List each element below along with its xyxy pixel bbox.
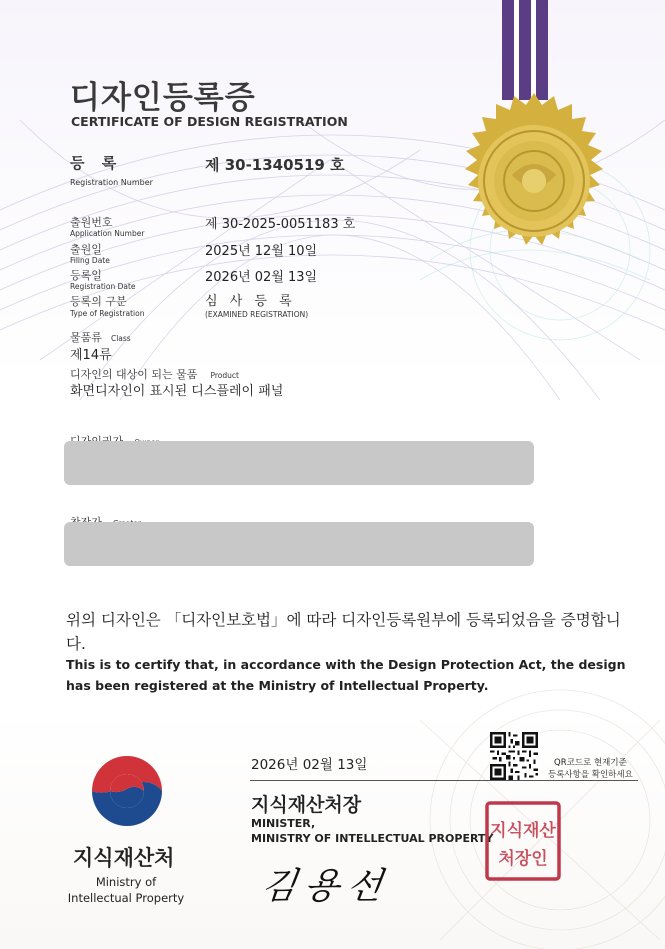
registration-label: 등 록 (70, 154, 123, 172)
field-label: 출원번호 (70, 216, 113, 229)
owner-redaction-box (64, 441, 534, 485)
certification-statement: 위의 디자인은 「디자인보호법」에 따라 디자인등록원부에 등록되었음을 증명합니다. (66, 611, 621, 653)
qr-instruction-line-1: QR코드로 현재기준 (554, 758, 627, 768)
gold-seal-icon (442, 92, 626, 270)
application-number: 제 30-2025-0051183 호 (205, 217, 356, 232)
filing-date: 2025년 12월 10일 (205, 244, 318, 259)
official-stamp-icon (484, 800, 562, 882)
field-label-en: Application Number (70, 229, 145, 238)
issue-date: 2026년 02월 13일 (251, 757, 368, 773)
creator-redaction-box (64, 522, 534, 566)
minister-title-en-1: MINISTER, (251, 817, 316, 830)
product-value: 화면디자인이 표시된 디스플레이 패널 (70, 384, 284, 399)
qr-code-icon[interactable] (490, 732, 538, 780)
product-label-en: Product (210, 371, 239, 380)
ministry-logo-name: 지식재산처 (73, 846, 175, 870)
field-label: 등록일 (70, 269, 102, 282)
registration-label-en: Registration Number (70, 178, 153, 187)
field-label-en: Filing Date (70, 256, 110, 265)
minister-title-en-2: MINISTRY OF INTELLECTUAL PROPERTY (251, 832, 494, 845)
certification-statement-en: This is to certify that, in accordance with the Design Protection Act, the design has been registered at the Ministry of Intellectual Property. (66, 657, 626, 693)
svg-text:지식재산: 지식재산 (490, 821, 556, 841)
registration-number: 제 30-1340519 호 (205, 156, 345, 174)
ministry-logo-name-en: Ministry of Intellectual Property (67, 875, 185, 905)
ministry-logo-icon (88, 752, 166, 830)
minister-title: 지식재산처장 (251, 794, 362, 816)
registration-date: 2026년 02월 13일 (205, 270, 318, 285)
qr-instruction-line-2: 등록사항을 확인하세요 (548, 770, 633, 780)
certificate-title: 디자인등록증 (70, 80, 256, 116)
svg-text:처장인: 처장인 (498, 849, 548, 869)
class-label: 물품류 (70, 331, 102, 344)
certificate-title-en: CERTIFICATE OF DESIGN REGISTRATION (71, 114, 348, 129)
class-label-en: Class (110, 334, 131, 343)
registration-type: 심 사 등 록 (205, 294, 296, 309)
class-value: 제14류 (70, 348, 112, 363)
field-label: 등록의 구분 (70, 295, 127, 308)
minister-signature: 김용선 (258, 866, 393, 907)
class-label-row (70, 326, 131, 345)
registration-type-en: (EXAMINED REGISTRATION) (205, 310, 309, 319)
product-label: 디자인의 대상이 되는 물품 (70, 368, 198, 381)
field-label-en: Type of Registration (70, 309, 145, 318)
field-label: 출원일 (70, 243, 102, 256)
qr-instruction (548, 757, 633, 781)
field-label-en: Registration Date (70, 282, 136, 291)
